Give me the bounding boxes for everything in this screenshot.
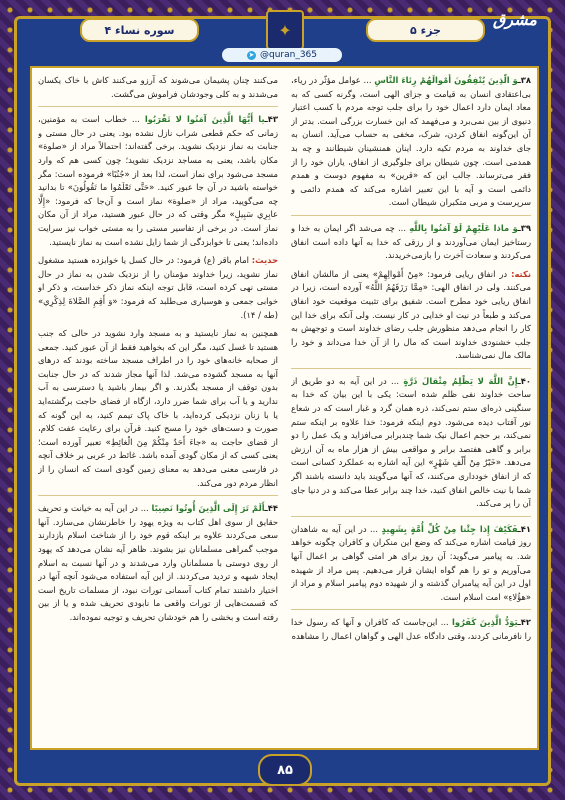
verse-arabic: وَ الَّذِينَ يُنْفِقُونَ أَمْوالَهُمْ رِئاءَ النَّاسِ [374,75,518,85]
verse-commentary: ... در این آیه به دو طریق از ساحت خداوند نفی ظلم شده است: یکی با این بیان که خدا به سنگینی ذره‌ای ستم نمی‌کند، ذره همان گرد و غبار است که در شعاع نور آفتاب دیده می‌شود. دوم اینکه فرمود: خدا علاوه بر اینکه ستم نمی‌کند، بر حجم اعمال نیک شما چندبرابر می‌افزاید و یک عمل را دو برابر و گاهی هفتصد برابر و مواقعی بیش از هزار ماه به آن ارزش می‌دهد. «خَيْرٌ مِنْ أَلْفِ شَهْرٍ» این آیه اشاره به عملکرد کسانی است که از انفاق خودداری می‌کنند، که آنها می‌گویند باید دانسته باشند اگر شما با نیت خالص انفاق کنید، خدا چند برابر عطا می‌کند و در دنیا جای آن را پر می‌کند. [291,375,531,509]
left-column [38,74,278,742]
right-column [291,74,531,742]
divider [291,368,531,369]
divider [38,495,278,496]
verse-43 [38,113,278,249]
divider [38,106,278,107]
verse-commentary: ... این‌جاست که کافران و آنها که رسول خدا را نافرمانی کردند، وقتی دادگاه عدل الهی و گواهان اعمال را مشاهده [291,617,531,641]
verse-number: ۴۱ـ [517,523,531,534]
hadith-text: امام باقر (ع) فرمود: در حال کسل یا خوابزده هستید مشغول نماز نشوید، زیرا خداوند مؤمنان را از نزدیک شدن به نماز در حال مستی نهی کرده است، قابل توجه اینکه نماز ذکر خداست، و ذکر او خوابی جمعی و هوسیاری می‌طلبد که فرمود: «وَ أَقِمِ الصَّلاةَ لِذِكْرِي» (طه / ۱۴). [38,255,278,320]
divider [291,609,531,610]
note-label: نکته: [511,268,531,279]
verse-number: ۴۰ـ [517,375,531,386]
hadith-label: حدیث: [251,255,278,266]
verse-number: ۳۹ـ [517,222,531,233]
verse-arabic: أَلَمْ تَرَ إِلَى الَّذِينَ أُوتُوا نَصِيبًا [151,503,265,514]
verse-44 [38,502,278,624]
verse-arabic: فَكَيْفَ إِذا جِئْنا مِنْ كُلِّ أُمَّةٍ بِشَهِيدٍ [381,523,518,534]
verse-commentary: ... خطاب است به مؤمنین، زمانی که حکم قطعی شراب نازل نشده بود. یعنی در حال مستی و جنابت به نماز نزدیک نشوید. برخی گفته‌اند: احتمالاً مراد از «صلوة» مکان باشد، یعنی به مساجد نزدیک نشوید؛ چون کسی هم که وارد مسجد می‌شود برای نماز است، لذا بعد از «جُنُبًا» فرموده است: مگر خواسته باشید در آن جا عبور کنید. «حَتَّى تَعْلَمُوا ما تَقُولُونَ» تا بدانید چه می‌گویید، مراد از «صلوة» نماز است و آن‌جا که فرمود: «إِلَّا عابِرِي سَبِيلٍ» مگر وقتی که در حال عبور هستید، مراد از آن مکان نماز است. در برخی از تفاسیر مستی را به مستی خواب نیز سرایت داده‌اند؛ یعنی تا خوابزدگی از شما زایل نشده است به نماز نایستید. [38,114,278,247]
telegram-icon: ➤ [248,50,255,59]
verse-41 [291,523,531,605]
note-text: در انفاق ریایی فرمود: «مِنْ أَمْوالِهِمْ» یعنی از مالشان انفاق می‌کنند. ولی در انفاق الهی: «مِمَّا رَزَقَهُمُ اللَّهُ» آورده است، زیرا در انفاق ریایی خود مطرح است. شفیق برای تثبیت موقعیت خود انفاق می‌کند و طبعاً در نیت او خدایی در کار نیست. ولی آنکه برای خدا این کار را انجام می‌دهد منظورش جلب رضای خداوند است و توجهش به جلب خشنودی خداوند است که مال را از آن خدا می‌داند و خود را مالک مال نمی‌شناسد. [291,268,531,361]
content-area [30,66,539,750]
verse-arabic: إِنَّ اللَّهَ لا يَظْلِمُ مِثْقالَ ذَرَّةٍ [403,375,518,386]
juz-label: جزء ۵ [366,18,485,42]
verse-39 [291,222,531,263]
hadith-block [38,254,278,322]
verse-commentary: ... عوامل مؤثّر در ریاء، بی‌اعتقادی انسان به قیامت و جزای الهی است، وگرنه کسی که به معاد ایمان دارد اعمال خود را برای جلب توجه مردم با کسب اعتبار دنیوی از بین نمی‌برد و می‌فهمد که این خسارت بزرگی است. بدتر از آن این‌گونه انفاق کردن، شرک، مخفی به حساب می‌آید. انسان به جای خداوند به مردم تکیه دارد. اینان همنشینان شیطانند و چه بد همدمی است. چون شیطان برای جلوگیری از انفاق، یاران خود را از فقر می‌ترساند. جالب این که «قرین» به مفهوم دوست و همدم دائمی است و آیه با این تعبیر اشاره می‌کند که همدم دائمی و سرپرست و مربی متکبران شیطان است. [291,75,531,208]
verse-42 [291,616,531,643]
emblem-icon: ✦ [266,10,304,50]
verse-38 [291,74,531,210]
header [20,10,545,44]
brand-logo: مشرق [492,10,537,29]
page-number: ۸۵ [258,754,312,786]
verse-commentary: ... در این آیه به شاهدان روز قیامت اشاره می‌کند که وضع این منکران و کافران چگونه خواهد شد. به پیامبر می‌گوید: آن روز برای هر امتی گواهی بر اعمال آنها می‌آوریم و تو را هم گواه ایشان قرار می‌دهیم. پس مراد از شهیده اول در این آیه پیامبران گذشته و از شهیده دوم پیامبر اسلام و مراد از «هؤُلاءِ» امت اسلام است. [291,523,531,602]
paragraph: همچنین به نماز نایستید و به مسجد وارد نشوید در حالی که جنب هستید تا غسل کنید، مگر این که بخواهید فقط از آن عبور کنید. جمعی از صحابه خانه‌های خود را در اطراف مسجد ساخته بودند که درهای آنها به مسجد گشوده می‌شد. لذا آنها مجاز شدند که در حال جنابت بدون توقف از مسجد بگذرند. و اگر بیمار باشید یا دسترسی به آب ندارید و یا آب برای شما ضرر دارد، ازگاه از فضای حاجت برگشته‌اید یا با زنان نزدیکی کرده‌اید، با خاک پاک تیمم کنید، به این گونه که صورت و دست‌های خود را مسح کنید. قرآن برای رعایت عفت کلام، از قضای حاجت به «جاءَ أَحَدٌ مِنْكُمْ مِنَ الْغائِطِ» تعبیر آورده است؛ یعنی کسی که از مکان گودی آمده باشد. غائط در عربی بر خلاف آنچه در فارسی معنی می‌دهد به معنای زمین گودی است که انسان را از انظار مردم دور می‌کند. [38,328,278,488]
verse-arabic: يَوَدُّ الَّذِينَ كَفَرُوا [452,617,518,628]
verse-commentary: ... چه می‌شد اگر ایمان به خدا و رستاخیز ایمان می‌آوردند و از رزقی که خدا به آنها داده است انفاق می‌کردند و سعادت آخرت را بازمی‌خریدند. [291,222,531,261]
note-block [291,268,531,363]
divider [291,215,531,216]
telegram-handle: @quran_365 [259,50,317,60]
verse-arabic: وَ ماذا عَلَيْهِمْ لَوْ آمَنُوا بِاللَّهِ [409,222,518,233]
verse-40 [291,375,531,511]
surah-label: سوره نساء ۴ [80,18,199,42]
verse-number: ۴۲ـ [517,617,531,628]
verse-arabic: يا أَيُّهَا الَّذِينَ آمَنُوا لا تَقْرَبُوا [144,114,265,125]
divider [291,516,531,517]
verse-commentary: ... در این آیه به خیانت و تحریف حقایق از سوی اهل کتاب به ویژه یهود را خاطرنشان می‌سازد. آنها سعی می‌کردند علاوه بر اینکه قوم خود را از شناخت اسلام بازدارند موجب گمراهی مسلمانان نیز بشوند. ظاهر آیه نشان می‌دهد که یهود از روی دوستی با مسلمانان وارد می‌شدند و در آنها نسبت به اسلام ایجاد شبهه و تردید می‌کردند. از این آیه استفاده می‌شود آنچه آنها در اختیار داشتند تمام کتاب آسمانی تورات نبود، از مسلمات تاریخ است که قسمت‌هایی از تورات واقعی ما نابودی تحریف شده و یا از بین رفته است و بخشی را هم خودشان تحریف و توجیه نموده‌اند. [38,503,278,622]
continuation-text: می‌کنند چنان پشیمان می‌شوند که آرزو می‌کنند کاش با خاک یکسان می‌شدند و به کلی وجودشان فراموش می‌گشت. [38,75,278,99]
verse-number: ۴۳ـ [264,114,278,125]
verse-number: ۳۸ـ [517,75,531,85]
verse-number: ۴۴ـ [264,503,278,514]
telegram-badge[interactable] [222,48,342,62]
